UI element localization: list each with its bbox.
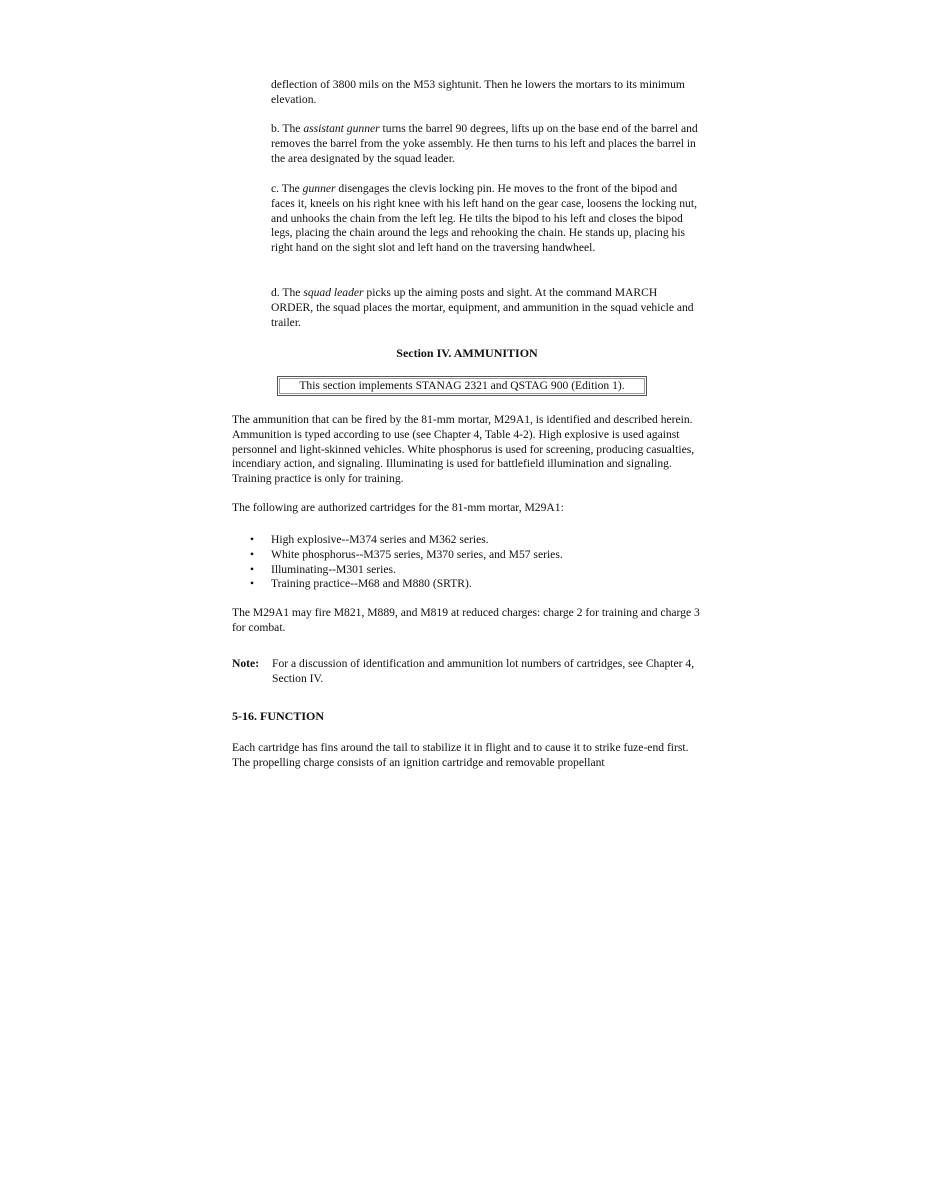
stanag-box bbox=[277, 376, 647, 396]
section-title: Section IV. AMMUNITION bbox=[396, 346, 538, 360]
note-label bbox=[232, 657, 270, 672]
paragraph-d-text: picks up the aiming posts and sight. At the command MARCH ORDER, the squad places the mortar, equipment, and ammunition in the squad vehicle and trailer. bbox=[271, 286, 694, 329]
stanag-text: This section implements STANAG 2321 and QSTAG 900 (Edition 1). bbox=[279, 378, 645, 394]
paragraph-b-prefix: b. The bbox=[271, 122, 304, 135]
note-colon: : bbox=[255, 657, 260, 670]
list-item-text: White phosphorus--M375 series, M370 series, and M57 series. bbox=[271, 547, 563, 561]
paragraph-continuation: deflection of 3800 mils on the M53 sightunit. Then he lowers the mortars to its minimum elevation. bbox=[271, 78, 685, 106]
list-item bbox=[250, 533, 700, 548]
list-item-text: High explosive--M374 series and M362 series. bbox=[271, 533, 489, 546]
note-text: For a discussion of identification and ammunition lot numbers of cartridges, see Chapter 4, Section IV. bbox=[272, 657, 695, 685]
paragraph-d-prefix: d. The bbox=[271, 286, 304, 299]
function-heading: 5-16. FUNCTION bbox=[232, 709, 324, 723]
paragraph-c bbox=[271, 182, 701, 256]
bullet-icon: • bbox=[250, 577, 255, 591]
bullet-icon: • bbox=[250, 547, 255, 561]
note-label-text: Note bbox=[232, 657, 256, 670]
role-gunner: gunner bbox=[302, 182, 336, 195]
list-item bbox=[250, 548, 700, 563]
list-item-text: Training practice--M68 and M880 (SRTR). bbox=[271, 577, 472, 591]
function-paragraph: Each cartridge has fins around the tail to stabilize it in flight and to cause it to strike fuze-end first. The propelling charge consists of an ignition cartridge and removable propellant bbox=[232, 741, 689, 769]
list-item bbox=[250, 577, 700, 592]
list-item-text: Illuminating--M301 series. bbox=[271, 562, 396, 576]
ammo-intro-paragraph: The ammunition that can be fired by the 81-mm mortar, M29A1, is identified and described herein. Ammunition is typed according to use (see Chapter 4, Table 4-2). High explosive is used against personnel and light-skinned vehicles. White phosphorus is used for screening, producing casualties, incendiary action, and signaling. Illuminating is used for battlefield illumination and signaling. Training practice is only for training. bbox=[232, 413, 695, 486]
cartridge-list bbox=[250, 533, 700, 592]
paragraph-b-text: turns the barrel 90 degrees, lifts up on the base end of the barrel and removes the barrel from the yoke assembly. He then turns to his left and places the barrel in the area designated by the squad leader. bbox=[271, 122, 698, 165]
paragraph-d bbox=[271, 286, 701, 330]
note-block bbox=[232, 657, 702, 685]
list-item bbox=[250, 563, 700, 578]
paragraph-c-prefix: c. The bbox=[271, 182, 303, 195]
paragraph-c-text: disengages the clevis locking pin. He moves to the front of the bipod and faces it, kneels on his right knee with his left hand on the gear case, loosens the locking nut, and unhooks the chain from the left leg. He tilts the bipod to his left and closes the bipod legs, placing the chain around the legs and rehooking the chain. He stands up, placing his right hand on the sight slot and left hand on the traversing handwheel. bbox=[271, 182, 697, 255]
bullet-icon: • bbox=[250, 533, 255, 546]
paragraph-b bbox=[271, 122, 701, 166]
bullet-icon: • bbox=[250, 562, 255, 576]
role-squad-leader: squad leader bbox=[303, 286, 364, 299]
role-assistant-gunner: assistant gunner bbox=[303, 122, 380, 135]
list-intro-paragraph: The following are authorized cartridges for the 81-mm mortar, M29A1: bbox=[232, 501, 564, 514]
reduced-charges-paragraph: The M29A1 may fire M821, M889, and M819 at reduced charges: charge 2 for training and charge 3 for combat. bbox=[232, 606, 700, 634]
